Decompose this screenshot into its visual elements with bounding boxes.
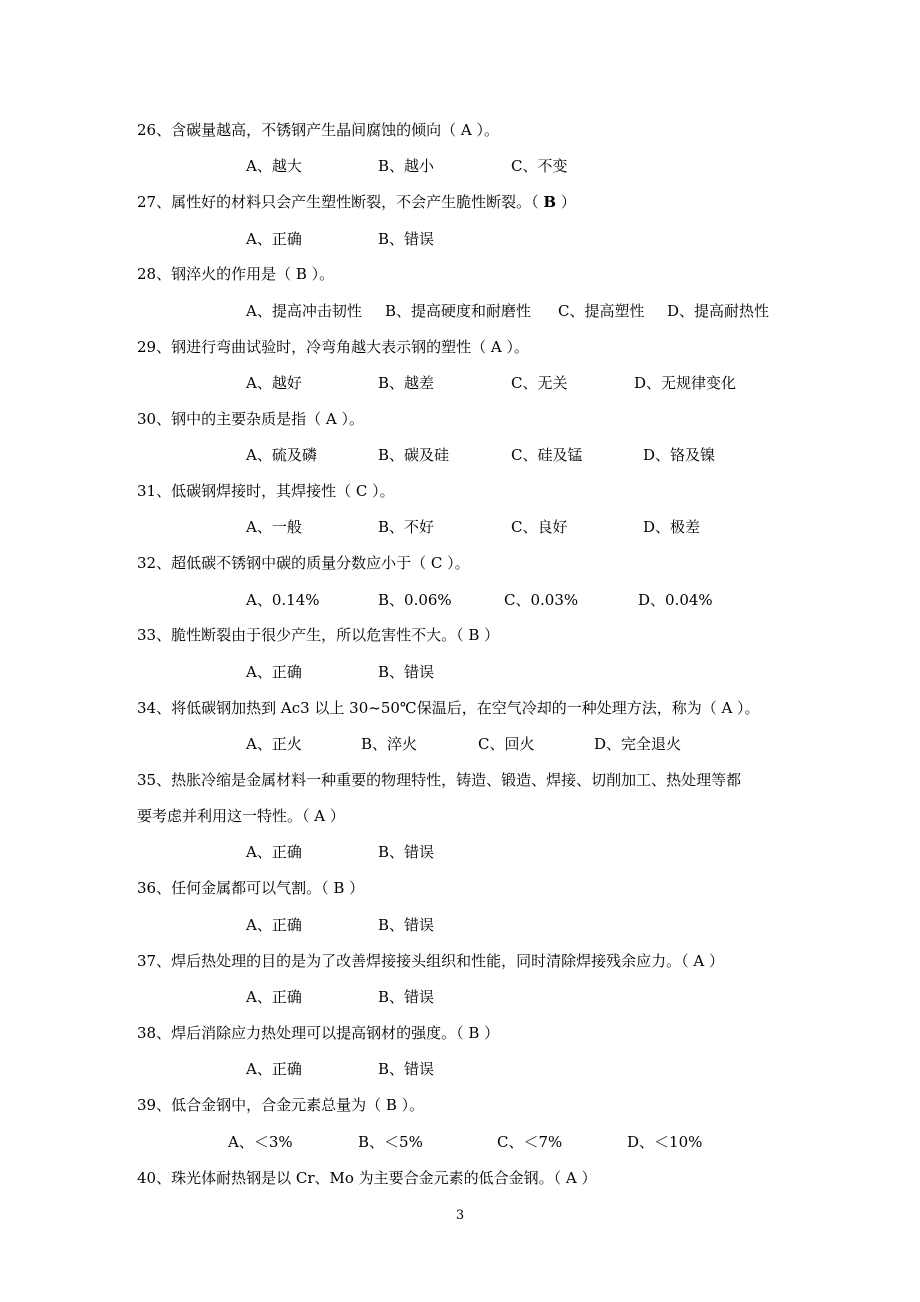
q35-option-a: A、正确 <box>246 843 302 861</box>
page-number: 3 <box>455 1208 465 1223</box>
q39-option-a: A、＜3% <box>228 1133 293 1151</box>
q29-option-a: A、越好 <box>246 374 302 392</box>
question-27 <box>137 192 576 212</box>
question-28: 28、钢淬火的作用是（ B ）。 <box>137 265 335 283</box>
q35-option-b: B、错误 <box>378 843 435 861</box>
question-26: 26、含碳量越高，不锈钢产生晶间腐蚀的倾向（ A ）。 <box>137 121 499 139</box>
q39-option-c: C、＜7% <box>497 1133 563 1151</box>
q29-option-c: C、无关 <box>511 374 568 392</box>
q31-option-a: A、一般 <box>246 518 302 536</box>
q30-option-b: B、碳及硅 <box>378 446 450 464</box>
q29-option-d: D、无规律变化 <box>634 374 737 392</box>
q32-option-b: B、0.06% <box>378 591 452 609</box>
q39-option-b: B、＜5% <box>358 1133 423 1151</box>
q30-option-c: C、硅及锰 <box>511 446 583 464</box>
question-33: 33、脆性断裂由于很少产生，所以危害性不大。（ B ） <box>137 626 500 644</box>
question-37: 37、焊后热处理的目的是为了改善焊接接头组织和性能，同时清除焊接残余应力。（ A ） <box>137 952 724 970</box>
q32-option-a: A、0.14% <box>246 591 320 609</box>
q27-option-a: A、正确 <box>246 230 302 248</box>
q30-option-a: A、硫及磷 <box>246 446 317 464</box>
q26-option-a: A、越大 <box>246 157 302 175</box>
q31-option-d: D、极差 <box>643 518 701 536</box>
question-39: 39、低合金钢中，合金元素总量为（ B ）。 <box>137 1096 425 1114</box>
question-40: 40、珠光体耐热钢是以 Cr、Mo 为主要合金元素的低合金钢。（ A ） <box>137 1169 597 1187</box>
q38-option-a: A、正确 <box>246 1060 302 1078</box>
q36-option-b: B、错误 <box>378 916 435 934</box>
q36-option-a: A、正确 <box>246 916 302 934</box>
question-36: 36、任何金属都可以气割。（ B ） <box>137 879 365 897</box>
q33-option-b: B、错误 <box>378 663 435 681</box>
q27-option-b: B、错误 <box>378 230 435 248</box>
question-35-line2: 要考虑并利用这一特性。（ A ） <box>137 807 345 825</box>
question-27-answer: B <box>543 193 557 211</box>
q33-option-a: A、正确 <box>246 663 302 681</box>
q32-option-c: C、0.03% <box>504 591 579 609</box>
question-32: 32、超低碳不锈钢中碳的质量分数应小于（ C ）。 <box>137 554 470 572</box>
question-29: 29、钢进行弯曲试验时，冷弯角越大表示钢的塑性（ A ）。 <box>137 338 529 356</box>
q31-option-b: B、不好 <box>378 518 435 536</box>
q30-option-d: D、铬及镍 <box>643 446 716 464</box>
q28-option-c: C、提高塑性 <box>558 302 645 320</box>
question-38: 38、焊后消除应力热处理可以提高钢材的强度。（ B ） <box>137 1024 500 1042</box>
question-31: 31、低碳钢焊接时，其焊接性（ C ）。 <box>137 482 395 500</box>
question-34: 34、将低碳钢加热到 Ac3 以上 30~50℃保温后，在空气冷却的一种处理方法，称为（ A ）。 <box>137 699 760 717</box>
question-27-close: ） <box>556 193 576 211</box>
q29-option-b: B、越差 <box>378 374 435 392</box>
q34-option-c: C、回火 <box>478 735 535 753</box>
q31-option-c: C、良好 <box>511 518 568 536</box>
question-35: 35、热胀冷缩是金属材料一种重要的物理特性，铸造、锻造、焊接、切削加工、热处理等都 <box>137 771 742 789</box>
q37-option-a: A、正确 <box>246 988 302 1006</box>
q39-option-d: D、＜10% <box>627 1133 703 1151</box>
q38-option-b: B、错误 <box>378 1060 435 1078</box>
q28-option-d: D、提高耐热性 <box>667 302 770 320</box>
q32-option-d: D、0.04% <box>638 591 713 609</box>
q26-option-c: C、不变 <box>511 157 568 175</box>
q28-option-b: B、提高硬度和耐磨性 <box>385 302 532 320</box>
q26-option-b: B、越小 <box>378 157 435 175</box>
q28-option-a: A、提高冲击韧性 <box>246 302 362 320</box>
q37-option-b: B、错误 <box>378 988 435 1006</box>
q34-option-b: B、淬火 <box>361 735 418 753</box>
question-27-stem: 27、属性好的材料只会产生塑性断裂，不会产生脆性断裂。（ <box>137 193 544 211</box>
q34-option-d: D、完全退火 <box>594 735 682 753</box>
q34-option-a: A、正火 <box>246 735 302 753</box>
question-30: 30、钢中的主要杂质是指（ A ）。 <box>137 410 364 428</box>
